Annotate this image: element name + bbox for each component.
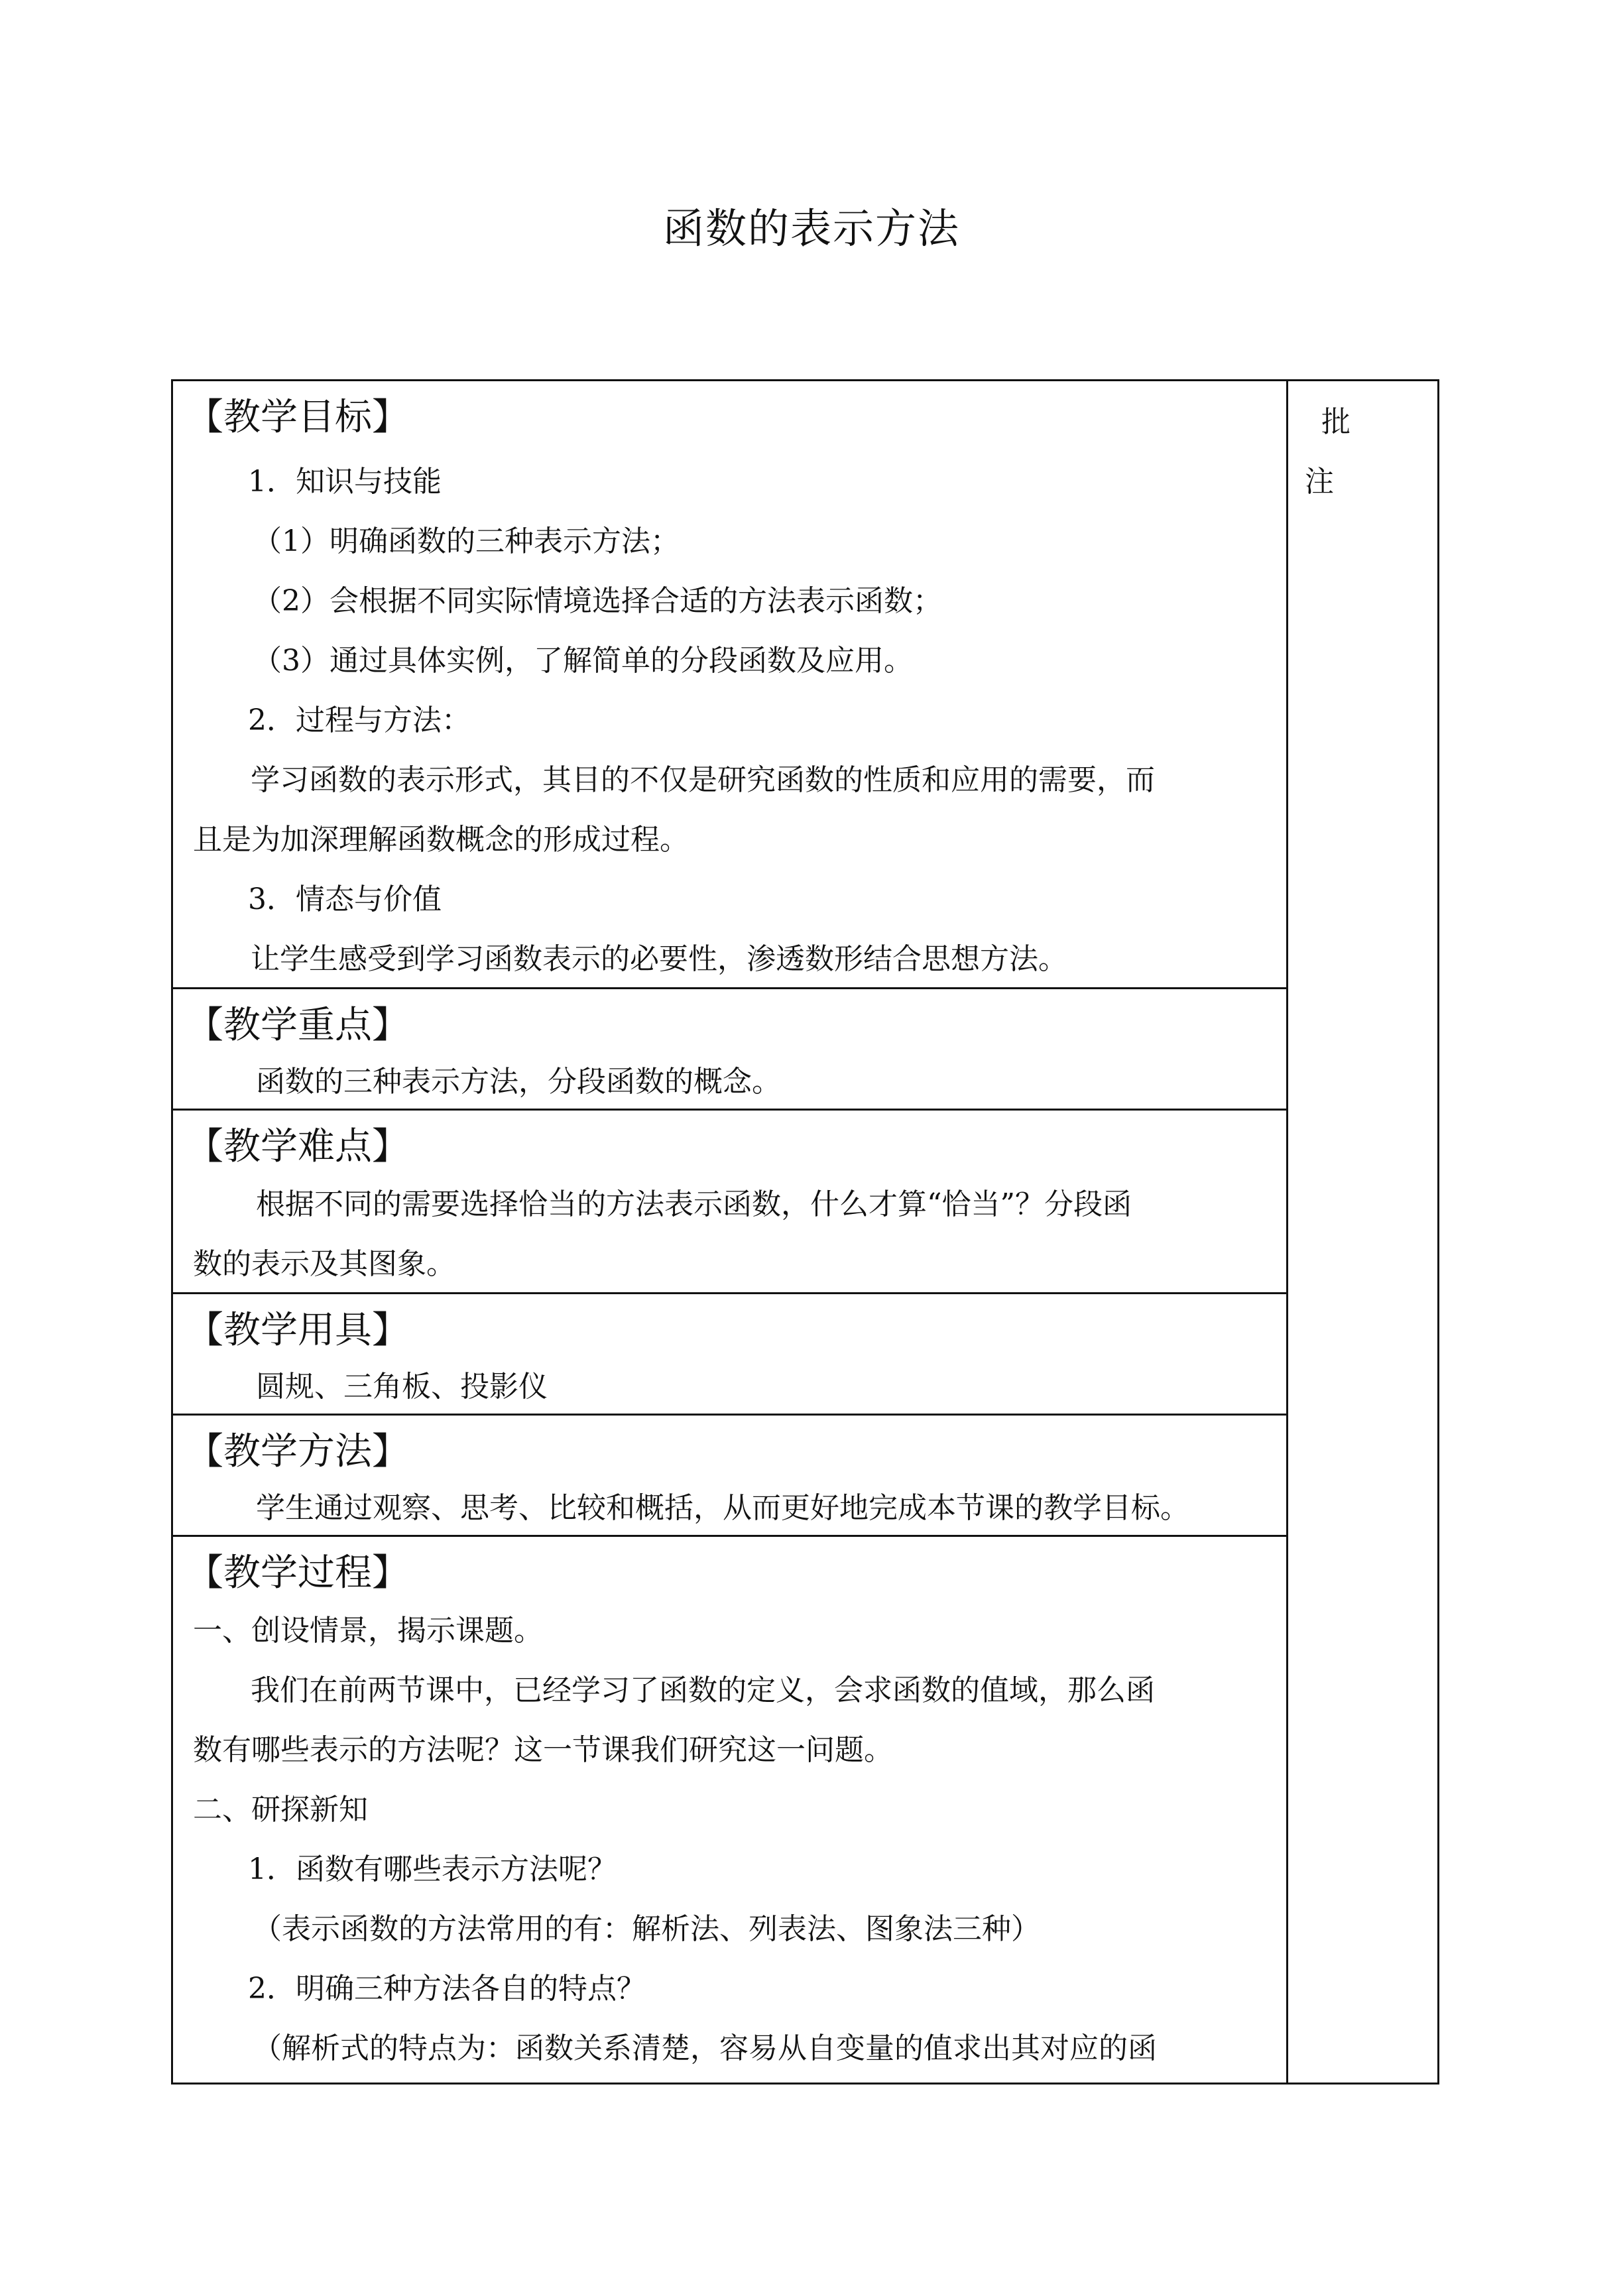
section-process [173,1537,1286,2083]
text-line: 学生通过观察、思考、比较和概括，从而更好地完成本节课的教学目标。 [256,1491,1189,1525]
text-line: 圆规、三角板、投影仪 [256,1370,548,1404]
annotation-label-char: 注 [1305,465,1334,499]
section-heading: 【教学目标】 [186,396,409,439]
section-objectives [173,381,1286,989]
text-line: 1．知识与技能 [248,465,442,499]
section-methods [173,1416,1286,1537]
annotation-label-char: 批 [1321,405,1351,439]
text-line: （表示函数的方法常用的有：解析法、列表法、图象法三种） [253,1912,1040,1946]
section-heading: 【教学重点】 [186,1004,409,1047]
annotation-column [1288,381,1439,2083]
page-title: 函数的表示方法 [662,204,960,253]
text-line: 1．函数有哪些表示方法呢？ [248,1852,617,1886]
text-line: （3）通过具体实例，了解简单的分段函数及应用。 [253,644,913,678]
text-line: 一、创设情景，揭示课题。 [193,1614,543,1648]
section-heading: 【教学用具】 [186,1309,409,1352]
text-line: 根据不同的需要选择恰当的方法表示函数，什么才算“恰当”？分段函 [256,1187,1132,1221]
text-line: （2）会根据不同实际情境选择合适的方法表示函数； [253,584,942,618]
text-line: 让学生感受到学习函数表示的必要性，渗透数形结合思想方法。 [251,942,1067,976]
section-tools [173,1294,1286,1416]
text-line: 函数的三种表示方法，分段函数的概念。 [256,1065,781,1099]
text-line: （解析式的特点为：函数关系清楚，容易从自变量的值求出其对应的函 [253,2031,1157,2065]
text-line: 且是为加深理解函数概念的形成过程。 [193,823,689,857]
lesson-plan-table [171,379,1439,2085]
main-content-column [173,381,1288,2083]
text-line: 学习函数的表示形式，其目的不仅是研究函数的性质和应用的需要，而 [251,763,1155,797]
text-line: 2．过程与方法： [248,703,471,737]
section-heading: 【教学难点】 [186,1125,409,1168]
text-line: 3．情态与价值 [248,882,442,916]
section-heading: 【教学方法】 [186,1430,409,1473]
text-line: 数有哪些表示的方法呢？这一节课我们研究这一问题。 [193,1733,893,1767]
text-line: 2．明确三种方法各自的特点？ [248,1972,646,2006]
section-difficulties [173,1111,1286,1294]
section-heading: 【教学过程】 [186,1551,409,1595]
section-key-points [173,989,1286,1111]
text-line: （1）明确函数的三种表示方法； [253,524,680,558]
text-line: 二、研探新知 [193,1793,368,1827]
text-line: 数的表示及其图象。 [193,1247,455,1281]
text-line: 我们在前两节课中，已经学习了函数的定义，会求函数的值域，那么函 [251,1673,1155,1707]
